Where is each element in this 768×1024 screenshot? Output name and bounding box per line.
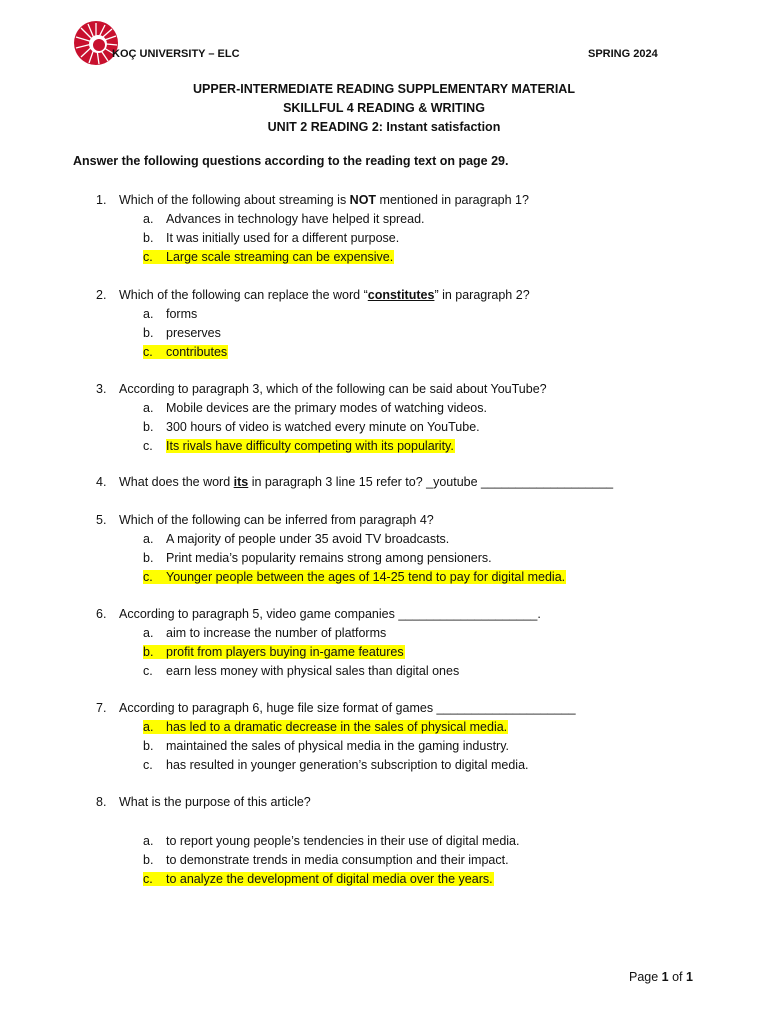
answer-blank[interactable]: in paragraph 3 line 15 refer to? _youtube ___________________ [248,475,614,489]
question-4 [96,473,613,492]
option-a: a. forms [143,307,198,321]
question-text: Which of the following about streaming is NOT mentioned in paragraph 1? [119,193,529,207]
option-a: a. aim to increase the number of platforms [143,626,387,640]
question-8 [96,793,519,889]
question-6 [96,605,541,681]
option-b: b. It was initially used for a different purpose. [143,231,400,245]
question-text: According to paragraph 6, huge file size format of games ____________________ [119,701,576,715]
option-b: b. maintained the sales of physical media in the gaming industry. [143,739,510,753]
option-c-highlighted: c. to analyze the development of digital media over the years. [143,872,493,886]
option-c-highlighted: c. Younger people between the ages of 14-25 tend to pay for digital media. [143,570,566,584]
option-a: a. to report young people’s tendencies in their use of digital media. [143,834,520,848]
option-a: a. Advances in technology have helped it spread. [143,212,425,226]
option-c: c. has resulted in younger generation’s subscription to digital media. [143,758,529,772]
question-number: 2. [96,288,107,302]
question-text: Which of the following can be inferred from paragraph 4? [119,513,434,527]
option-a: a. Mobile devices are the primary modes of watching videos. [143,401,487,415]
option-c: c. earn less money with physical sales than digital ones [143,664,460,678]
institution-name: KOÇ UNIVERSITY – ELC [112,48,240,60]
question-emphasis: constitutes [367,288,435,302]
question-2 [96,286,530,362]
option-b-highlighted: b. profit from players buying in-game features [143,645,404,659]
question-number: 6. [96,607,107,621]
term-label: SPRING 2024 [588,48,658,60]
question-3 [96,380,547,456]
title-line-2: SKILLFUL 4 READING & WRITING [283,101,485,115]
option-b: b. Print media’s popularity remains strong among pensioners. [143,551,492,565]
question-emphasis: NOT [349,193,377,207]
question-text: What does the word its in paragraph 3 line 15 refer to? _youtube ___________________ [119,475,614,489]
question-number: 3. [96,382,107,396]
question-number: 5. [96,513,107,527]
title-line-1: UPPER-INTERMEDIATE READING SUPPLEMENTARY MATERIAL [193,82,575,96]
option-b: b. preserves [143,326,221,340]
option-a: a. A majority of people under 35 avoid TV broadcasts. [143,532,450,546]
title-line-3: UNIT 2 READING 2: Instant satisfaction [267,120,501,134]
page-number: Page 1 of 1 [629,970,693,984]
option-b: b. to demonstrate trends in media consumption and their impact. [143,853,509,867]
question-number: 8. [96,795,107,809]
option-b: b. 300 hours of video is watched every minute on YouTube. [143,420,480,434]
option-c-highlighted: c. contributes [143,345,228,359]
question-number: 7. [96,701,107,715]
instruction: Answer the following questions according to the reading text on page 29. [73,154,509,168]
option-c-highlighted: c. Large scale streaming can be expensive. [143,250,394,264]
option-a-highlighted: a. has led to a dramatic decrease in the sales of physical media. [143,720,508,734]
question-emphasis: its [233,475,249,489]
question-7 [96,699,576,775]
option-c-highlighted: c. Its rivals have difficulty competing with its popularity. [143,439,454,453]
question-text: According to paragraph 5, video game companies ____________________. [119,607,541,621]
document-titles [0,80,768,137]
question-number: 1. [96,193,107,207]
question-number: 4. [96,475,107,489]
question-text: What is the purpose of this article? [119,795,311,809]
question-text: According to paragraph 3, which of the following can be said about YouTube? [119,382,547,396]
question-text: Which of the following can replace the word “constitutes” in paragraph 2? [119,288,530,302]
question-1 [96,191,529,267]
question-5 [96,511,566,587]
